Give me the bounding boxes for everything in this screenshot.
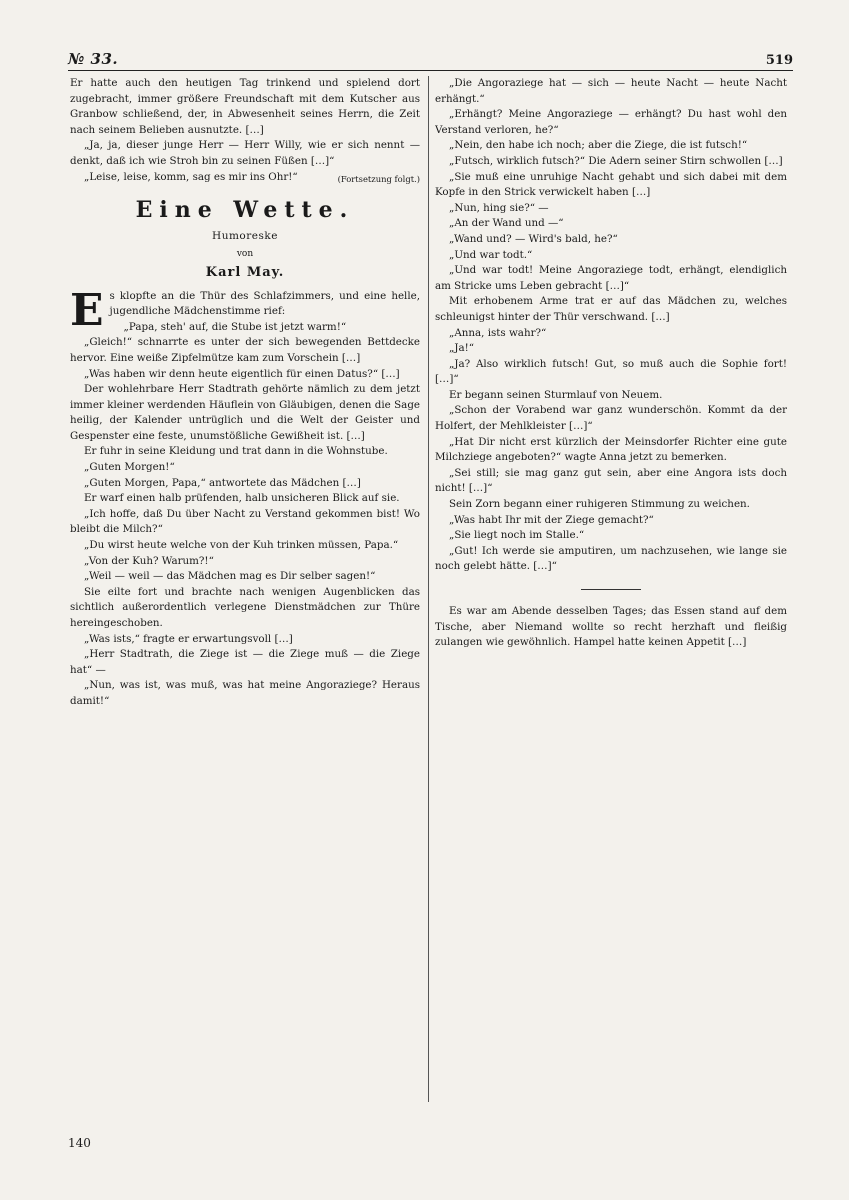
story-genre: Humoreske: [212, 229, 278, 242]
fortsetzung-note: (Fortsetzung folgt.): [337, 173, 420, 184]
story-paragraph: Er warf einen halb prüfenden, halb unsicheren Blick auf sie.: [84, 492, 400, 505]
story-paragraph: „Erhängt? Meine Angoraziege — erhängt? Du hast wohl den Verstand verloren, he?“: [435, 108, 787, 136]
story-paragraph: „Futsch, wirklich futsch?“ Die Adern seiner Stirn schwollen […]: [449, 154, 783, 167]
story-paragraph: „Und war todt! Meine Angoraziege todt, erhängt, elendiglich am Stricke ums Leben gebracht […]“: [435, 264, 787, 292]
story-paragraph: „Nun, hing sie?“ —: [449, 201, 549, 214]
story-paragraph: „Was haben wir denn heute eigentlich für einen Datus?“ […]: [84, 367, 400, 380]
header-rule: [68, 70, 793, 71]
story-paragraph: „Schon der Vorabend war ganz wunderschön. Kommt da der Holfert, der Mehlkleister […]“: [435, 404, 787, 433]
story-paragraph: „Von der Kuh? Warum?!“: [84, 554, 214, 567]
story-paragraph: „Anna, ists wahr?“: [449, 326, 547, 339]
story-title-block: [70, 197, 420, 280]
story-paragraph: „Was ists,“ fragte er erwartungsvoll […]: [84, 632, 293, 645]
story-paragraph: „Ja? Also wirklich futsch! Gut, so muß auch die Sophie fort! […]“: [435, 357, 787, 386]
story-paragraph: „Sei still; sie mag ganz gut sein, aber eine Angora ists doch nicht! […]“: [435, 466, 787, 495]
page-header: [68, 44, 793, 68]
story-paragraph: „Ja!“: [449, 342, 475, 355]
story-paragraph: „Was habt Ihr mit der Ziege gemacht?“: [449, 513, 654, 526]
story-paragraph: „Nein, den habe ich noch; aber die Ziege, die ist futsch!“: [449, 139, 748, 152]
prev-last-line: „Leise, leise, komm, sag es mir ins Ohr!“: [84, 170, 298, 183]
story-paragraph: „Du wirst heute welche von der Kuh trinken müssen, Papa.“: [84, 539, 399, 552]
right-column: [435, 76, 787, 1126]
prev-paragraph-1: Er hatte auch den heutigen Tag trinkend und spielend dort zugebracht, immer größere Freundschaft mit dem Kutscher aus Granbow schließend, der, in Abwesenheit seines Herrn, die Zeit nach seinem Belieben ausnutzte. […]: [70, 77, 420, 136]
story-paragraph: „Und war todt.“: [449, 248, 533, 261]
story-paragraph: Der wohlehrbare Herr Stadtrath gehörte nämlich zu dem jetzt immer kleiner werdenden Häuflein von Gläubigen, denen die Sage heilig, der Kalender untrüglich und die Welt der Geister und Gespenster eine feste, unumstößliche Gewißheit ist. […]: [70, 383, 420, 442]
story-paragraph: Mit erhobenem Arme trat er auf das Mädchen zu, welches schleunigst hinter der Thür verschwand. […]: [435, 295, 787, 323]
author-name: Karl May.: [205, 264, 285, 280]
story-paragraph: „An der Wand und —“: [449, 217, 564, 230]
drop-cap: E: [70, 284, 104, 336]
story-paragraph: „Wand und? — Wird's bald, he?“: [449, 232, 618, 245]
story-paragraph: „Sie muß eine unruhige Nacht gehabt und sich dabei mit dem Kopfe in den Strick verwickelt haben […]: [435, 170, 787, 199]
story-paragraph: Er fuhr in seine Kleidung und trat dann in die Wohnstube.: [84, 445, 388, 458]
page-number-top: 519: [765, 53, 793, 68]
story-paragraph: „Die Angoraziege hat — sich — heute Nacht — heute Nacht erhängt.“: [435, 77, 787, 105]
story-paragraph: Sie eilte fort und brachte nach wenigen Augenblicken das sichtlich außerordentlich verlegene Dienstmädchen zur Thüre hereingeschoben.: [70, 585, 420, 629]
story-paragraph: Er begann seinen Sturmlauf von Neuem.: [449, 388, 663, 401]
story-paragraph: „Hat Dir nicht erst kürzlich der Meinsdorfer Richter eine gute Milchziege angeboten?“ wagte Anna jetzt zu bemerken.: [435, 435, 787, 464]
story-paragraph: Sein Zorn begann einer ruhigeren Stimmung zu weichen.: [449, 498, 750, 511]
story-paragraph: „Papa, steh' auf, die Stube ist jetzt warm!“: [123, 320, 347, 333]
story-paragraph: Es war am Abende desselben Tages; das Essen stand auf dem Tische, aber Niemand wollte so recht herzhaft und fleißig zulangen wie gewöhnlich. Hampel hatte keinen Appetit […]: [435, 605, 787, 649]
column-divider: [428, 76, 429, 1102]
story-paragraph: „Herr Stadtrath, die Ziege ist — die Ziege muß — die Ziege hat“ —: [70, 648, 420, 676]
story-paragraph: „Gut! Ich werde sie amputiren, um nachzusehen, wie lange sie noch gelebt hätte. […]“: [435, 544, 787, 573]
story-paragraph: „Nun, was ist, was muß, was hat meine Angoraziege? Heraus damit!“: [70, 679, 420, 707]
story-paragraph: „Guten Morgen!“: [84, 461, 175, 474]
byline: von: [236, 249, 254, 260]
section-rule: [581, 589, 641, 590]
story-paragraph: „Guten Morgen, Papa,“ antwortete das Mädchen […]: [84, 476, 361, 489]
story-paragraph: „Sie liegt noch im Stalle.“: [449, 529, 585, 542]
story-opening-text: s klopfte an die Thür des Schlafzimmers, und eine helle, jugendliche Mädchenstimme rief:: [109, 289, 420, 318]
story-paragraph: „Ich hoffe, daß Du über Nacht zu Verstand gekommen bist! Wo bleibt die Milch?“: [70, 507, 420, 536]
prev-paragraph-2: „Ja, ja, dieser junge Herr — Herr Willy, wie er sich nennt — denkt, daß ich wie Stroh bin zu seinen Füßen […]“: [70, 139, 420, 167]
story-paragraph: „Weil — weil — das Mädchen mag es Dir selber sagen!“: [84, 570, 376, 583]
prev-paragraph-3: [70, 170, 420, 186]
story-paragraph: „Gleich!“ schnarrte es unter der sich bewegenden Bettdecke hervor. Eine weiße Zipfelmütze kam zum Vorschein […]: [70, 336, 420, 364]
page-number-bottom: 140: [68, 1136, 91, 1150]
issue-number: № 33.: [68, 50, 119, 68]
story-title: Eine Wette.: [135, 197, 355, 224]
left-column: [70, 76, 420, 1101]
